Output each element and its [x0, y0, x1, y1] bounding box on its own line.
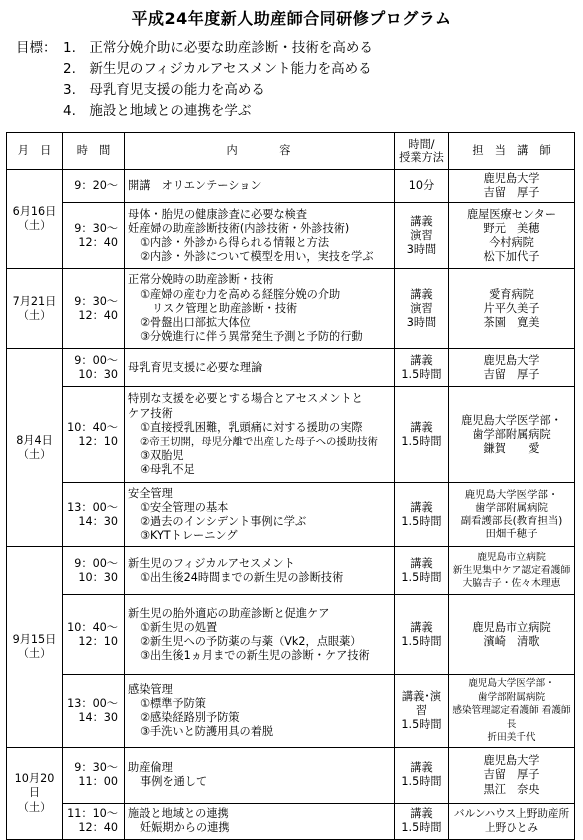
content-line: 安全管理 [128, 486, 173, 500]
table-row [7, 747, 575, 803]
lecturer-cell: 鹿児島大学 吉留 厚子 黒江 奈央 [449, 747, 575, 803]
content-line: 新生児の胎外適応の助産診断と促進ケア [128, 606, 330, 620]
header-lecturer: 担 当 講 師 [449, 133, 575, 170]
content-line: ③分娩進行に伴う異常発生予測と予防的行動 [140, 330, 363, 344]
content-line: 正常分娩時の助産診断・技術 [128, 273, 274, 287]
method-cell: 講義 演習 3時間 [395, 269, 449, 349]
table-row [7, 595, 575, 675]
content-line: ②帝王切開，母児分離で出産した母子への援助技術 [140, 435, 378, 448]
header-method: 時間/ 授業方法 [395, 133, 449, 170]
content-line: ④母乳不足 [140, 463, 195, 477]
content-line: 開講 オリエンテーション [128, 179, 262, 193]
header-time: 時 間 [63, 133, 125, 170]
content-line: ①標準予防策 [140, 696, 206, 710]
goal-text: 3. 母乳育児支援の能力を高める [63, 82, 265, 98]
table-row [7, 483, 575, 547]
content-line: 妊産婦の助産診断技術(内診技術・外診技術) [128, 221, 350, 235]
method-cell: 講義 1.5時間 [395, 387, 449, 483]
method-cell: 講義 1.5時間 [395, 547, 449, 595]
content-line: ②感染経路別予防策 [140, 711, 240, 725]
table-row [7, 203, 575, 269]
method-cell: 講義 1.5時間 [395, 595, 449, 675]
content-line: ケア技術 [128, 406, 173, 420]
method-cell: 講義 演習 3時間 [395, 203, 449, 269]
lecturer-cell: 愛育病院 片平久美子 茶園 寛美 [449, 269, 575, 349]
goal-item [16, 101, 373, 122]
content-cell [125, 483, 395, 547]
date-cell: 8月4日 （土） [7, 349, 63, 547]
goal-text: 4. 施設と地域との連携を学ぶ [63, 103, 252, 119]
content-cell [125, 203, 395, 269]
content-line: 助産倫理 [128, 761, 173, 775]
table-row [7, 269, 575, 349]
goal-item [16, 80, 373, 101]
content-line: 母体・胎児の健康診査に必要な検査 [128, 207, 308, 221]
lecturer-cell: 鹿屋医療センター 野元 美穂 今村病院 松下加代子 [449, 203, 575, 269]
content-line: ①内診・外診から得られる情報と方法 [140, 235, 330, 249]
method-cell: 10分 [395, 170, 449, 203]
time-cell: 13：00～ 14：30 [63, 675, 125, 748]
goal-item [16, 38, 373, 59]
table-row [7, 675, 575, 748]
table-row [7, 387, 575, 483]
content-line: 感染管理 [128, 682, 173, 696]
table-row [7, 547, 575, 595]
content-line: ①直接授乳困難，乳頭痛に対する援助の実際 [140, 420, 363, 434]
goals-list [16, 38, 373, 122]
header-date: 月 日 [7, 133, 63, 170]
content-line: ②新生児への予防薬の与薬（Vk2，点眼薬） [140, 634, 362, 648]
lecturer-cell: 鹿児島大学 吉留 厚子 [449, 349, 575, 387]
content-line: ③双胎児 [140, 449, 184, 463]
time-cell: 13：00～ 14：30 [63, 483, 125, 547]
lecturer-cell: 鹿児島大学 吉留 厚子 [449, 170, 575, 203]
method-cell: 講義 1.5時間 [395, 349, 449, 387]
method-cell: 講義 1.5時間 [395, 747, 449, 803]
content-line: リスク管理と助産診断・技術 [152, 301, 298, 315]
page-title: 平成24年度新人助産師合同研修プログラム [131, 9, 452, 28]
content-line: ③出生後1ヵ月までの新生児の診断・ケア技術 [140, 649, 370, 663]
content-cell [125, 387, 395, 483]
content-line: ②骨盤出口部拡大体位 [140, 316, 251, 329]
content-cell [125, 595, 395, 675]
content-cell [125, 269, 395, 349]
lecturer-cell: 鹿児島市立病院 濱崎 清歌 [449, 595, 575, 675]
time-cell: 10：40～ 12：10 [63, 595, 125, 675]
content-line: ①産婦の産む力を高める経腟分娩の介助 [140, 287, 341, 301]
content-line: ①出生後24時間までの新生児の診断技術 [140, 570, 344, 584]
goal-item [16, 59, 373, 80]
date-cell: 6月16日 （土） [7, 170, 63, 269]
table-header-row [7, 133, 575, 170]
lecturer-cell: 鹿児島市立病院 新生児集中ケア認定看護師 大脇吉子・佐々木理恵 [449, 547, 575, 595]
content-line: 特別な支援を必要とする場合とアセスメントと [128, 392, 363, 406]
time-cell: 11：10～ 12：40 [63, 803, 125, 839]
content-line: ③手洗いと防護用具の着脱 [140, 725, 274, 739]
content-cell [125, 747, 395, 803]
content-cell [125, 170, 395, 203]
content-line: 施設と地域との連携 [128, 807, 229, 821]
method-cell: 講義 1.5時間 [395, 483, 449, 547]
time-cell: 9：30～ 12：40 [63, 203, 125, 269]
content-line: 新生児のフィジカルアセスメント [128, 556, 295, 570]
goal-text: 2. 新生児のフィジカルアセスメント能力を高める [63, 61, 372, 77]
method-cell: 講義･演習 1.5時間 [395, 675, 449, 748]
program-table [6, 132, 575, 840]
time-cell: 10：40～ 12：10 [63, 387, 125, 483]
content-cell [125, 675, 395, 748]
lecturer-cell: 鹿児島大学医学部・ 歯学部附属病院 感染管理認定看護師 看護師長 折田美千代 [449, 675, 575, 748]
content-line: ②内診・外診について模型を用い，実技を学ぶ [140, 250, 374, 264]
date-cell: 9月15日 （土） [7, 547, 63, 748]
method-cell: 講義 1.5時間 [395, 803, 449, 839]
goal-text: 1. 正常分娩介助に必要な助産診断・技術を高める [63, 40, 373, 56]
lecturer-cell: 鹿児島大学医学部・ 歯学部附属病院 鎌賀 愛 [449, 387, 575, 483]
content-line: ③KYTトレーニング [140, 529, 238, 543]
content-cell [125, 547, 395, 595]
time-cell: 9：30～ 11：00 [63, 747, 125, 803]
goals-label: 目標： [16, 40, 57, 56]
content-line: ①新生児の処置 [140, 620, 218, 634]
time-cell: 9：00～ 10：30 [63, 349, 125, 387]
table-row [7, 170, 575, 203]
table-row [7, 803, 575, 839]
time-cell: 9：30～ 12：40 [63, 269, 125, 349]
date-cell: 7月21日 （土） [7, 269, 63, 349]
lecturer-cell: 鹿児島大学医学部・ 歯学部附属病院 副看護部長(教育担当) 田畑千穂子 [449, 483, 575, 547]
table-row [7, 349, 575, 387]
content-line: 母乳育児支援に必要な理論 [128, 360, 263, 374]
content-cell [125, 803, 395, 839]
content-line: 妊娠期からの連携 [140, 821, 230, 835]
header-content: 内 容 [125, 133, 395, 170]
lecturer-cell: バルンハウス上野助産所 上野ひとみ [449, 803, 575, 839]
content-cell [125, 349, 395, 387]
content-line: 事例を通して [140, 775, 208, 789]
time-cell: 9：00～ 10：30 [63, 547, 125, 595]
time-cell: 9：20～ [63, 170, 125, 203]
content-line: ①安全管理の基本 [140, 500, 229, 514]
content-line: ②過去のインシデント事例に学ぶ [140, 514, 307, 528]
date-cell: 10月20日 （土） [7, 747, 63, 839]
